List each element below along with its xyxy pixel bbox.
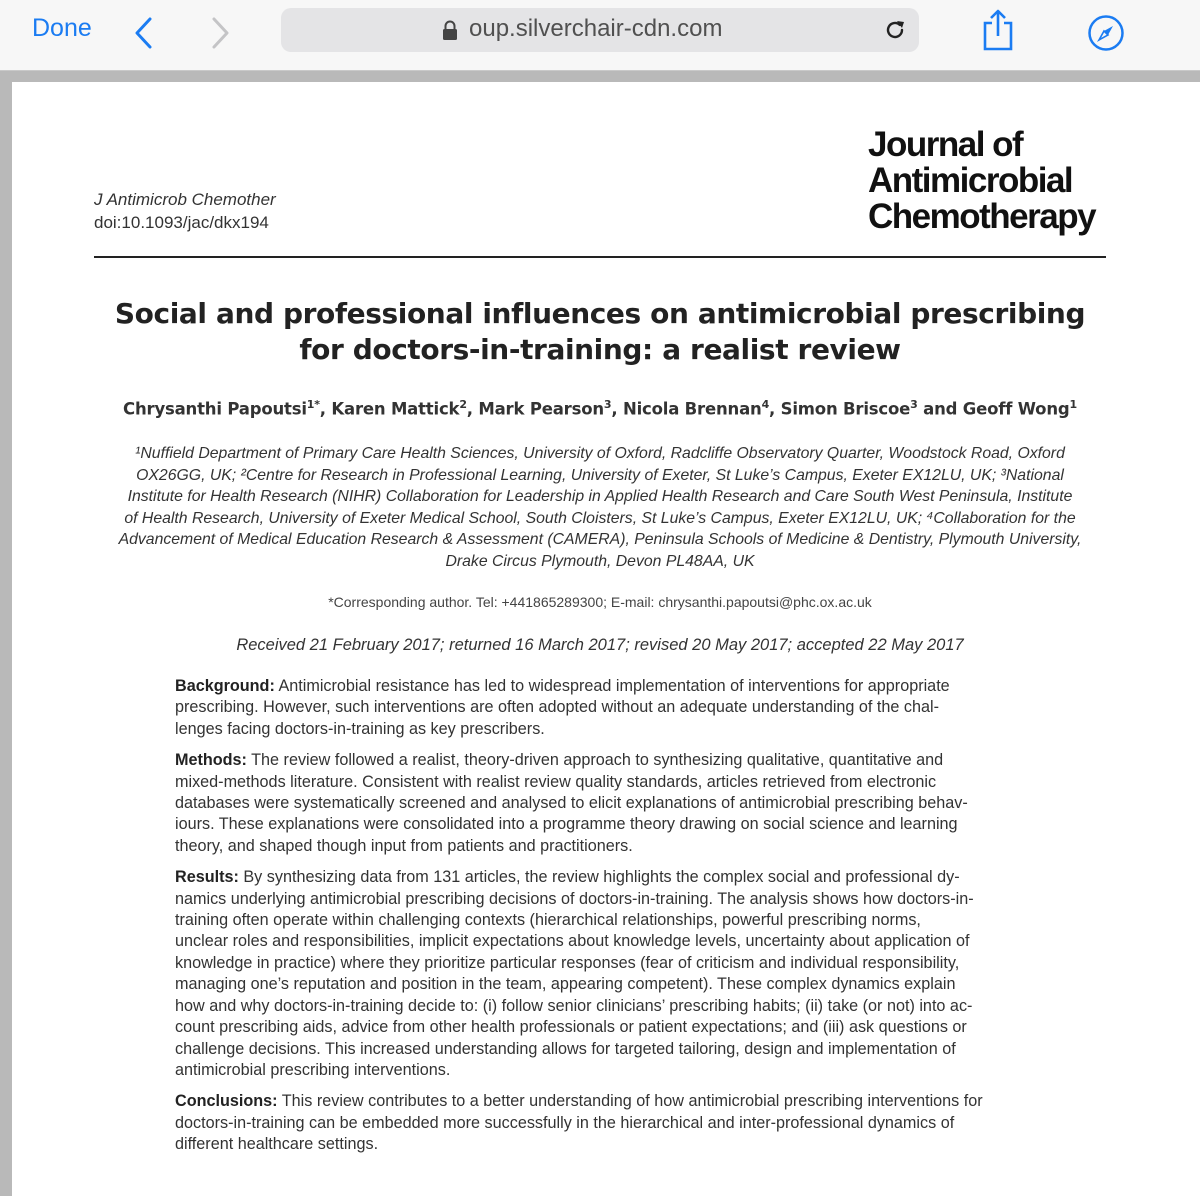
abstract-text: iours. These explanations were consolidated into a programme theory drawing on social science and learning xyxy=(175,815,958,834)
journal-citation xyxy=(94,188,276,234)
abstract-line xyxy=(175,953,1025,974)
abstract-text: namics underlying antimicrobial prescribing decisions of doctors-in-training. The analysis shows how doctors-in- xyxy=(175,889,974,908)
title-line: for doctors-in-training: a realist review xyxy=(299,333,901,366)
journal-logo-line: Antimicrobial xyxy=(868,161,1073,200)
doi: doi:10.1093/jac/dkx194 xyxy=(94,213,269,232)
chevron-left-icon xyxy=(132,16,158,50)
abstract-text: By synthesizing data from 131 articles, the review highlights the complex social and professional dy- xyxy=(243,868,960,887)
journal-logo xyxy=(868,127,1095,235)
affiliation-line: Drake Circus Plymouth, Devon PL48AA, UK xyxy=(445,552,755,570)
abstract-section-label: Results: xyxy=(175,868,239,887)
abstract-text: lenges facing doctors-in-training as key prescribers. xyxy=(175,719,545,738)
abstract-line xyxy=(175,867,1025,888)
forward-button[interactable] xyxy=(206,16,232,50)
abstract-line xyxy=(175,889,1025,910)
author-affiliation-marker: 1* xyxy=(306,398,320,411)
abstract-line xyxy=(175,1017,1025,1038)
abstract-line xyxy=(175,793,1025,814)
abstract-text: how and why doctors-in-training decide to: (i) follow senior clinicians’ prescribing habits; (ii) take (or not) into ac- xyxy=(175,996,973,1015)
abstract-text: challenge decisions. This increased understanding allows for targeted tailoring, design and implementation of xyxy=(175,1039,956,1058)
abstract-text: mixed-methods literature. Consistent with realist review quality standards, articles retrieved from electronic xyxy=(175,772,937,791)
abstract-line xyxy=(175,1060,1025,1081)
abstract-line xyxy=(175,1039,1025,1060)
abstract-text: count prescribing aids, advice from other health professionals or patient expectations; and (iii) ask questions or xyxy=(175,1018,967,1037)
author-name: Mark Pearson xyxy=(478,399,604,419)
lock-icon xyxy=(441,19,459,41)
abstract-line xyxy=(175,974,1025,995)
affiliation-line: of Health Research, University of Exeter Medical School, South Cloisters, St Luke’s Campus, Exeter EX12LU, UK; ⁴Collaboration for the xyxy=(124,509,1076,527)
abstract-text: theory, and shaped though input from patients and practitioners. xyxy=(175,836,633,855)
abstract-text: training often operate within challenging contexts (hierarchical relationships, powerful prescribing norms, xyxy=(175,911,921,930)
abstract-line xyxy=(175,1091,1025,1112)
affiliation-line: Advancement of Medical Education Research & Assessment (CAMERA), Peninsula Schools of Medicine & Dentistry, Plymouth University, xyxy=(118,531,1082,548)
abstract-line xyxy=(175,697,1025,718)
abstract-text: prescribing. However, such interventions are often adopted without an adequate understanding of the chal- xyxy=(175,698,940,717)
address-bar[interactable] xyxy=(281,8,919,52)
abstract-line xyxy=(175,931,1025,952)
author-name: Simon Briscoe xyxy=(780,399,911,419)
abstract-section-label: Conclusions: xyxy=(175,1092,278,1111)
abstract-text: knowledge in practice) where they prioritize particular responses (fear of criticism and individual responsibility, xyxy=(175,953,960,972)
browser-toolbar xyxy=(0,0,1200,71)
affiliation-line: ¹Nuffield Department of Primary Care Health Sciences, University of Oxford, Radcliffe Observatory Quarter, Woodstock Road, Oxford xyxy=(135,445,1065,462)
url-text[interactable]: oup.silverchair-cdn.com xyxy=(469,15,723,42)
abstract-line xyxy=(175,719,1025,740)
author-affiliation-marker: 4 xyxy=(761,398,770,411)
submission-dates: Received 21 February 2017; returned 16 March 2017; revised 20 May 2017; accepted 22 May 2017 xyxy=(236,636,964,654)
abstract-text: antimicrobial prescribing interventions. xyxy=(175,1060,451,1079)
abstract-text: This review contributes to a better understanding of how antimicrobial prescribing interventions for xyxy=(281,1092,983,1111)
abstract-text: doctors-in-training can be embedded more successfully in the hierarchical and inter-professional dynamics of xyxy=(175,1113,955,1132)
affiliation-line: Institute for Health Research (NIHR) Collaboration for Leadership in Applied Health Research and Care South West Peninsula, Institute xyxy=(127,488,1073,505)
abstract-section xyxy=(175,676,1025,740)
abstract-text: The review followed a realist, theory-driven approach to synthesizing qualitative, quantitative and xyxy=(251,751,944,770)
abstract-line xyxy=(175,910,1025,931)
abstract-text: different healthcare settings. xyxy=(175,1135,379,1154)
abstract-line xyxy=(175,1113,1025,1134)
abstract-section-label: Background: xyxy=(175,677,275,695)
author-affiliation-marker: 2 xyxy=(459,398,467,411)
abstract-line xyxy=(175,750,1025,771)
abstract-line xyxy=(175,1134,1025,1155)
abstract-line xyxy=(175,996,1025,1017)
journal-abbrev: J Antimicrob Chemother xyxy=(94,190,276,209)
author-affiliation-marker: 3 xyxy=(910,398,918,411)
corresponding-author: *Corresponding author. Tel: +441865289300; E-mail: chrysanthi.papoutsi@phc.ox.ac.uk xyxy=(328,594,872,610)
done-button[interactable]: Done xyxy=(32,14,92,42)
author-name: Geoff Wong xyxy=(962,399,1070,419)
safari-compass-icon[interactable] xyxy=(1087,14,1125,52)
author-affiliation-marker: 3 xyxy=(603,398,612,411)
abstract-text: databases were systematically screened and analysed to elicit explanations of antimicrobial prescribing behav- xyxy=(175,794,968,813)
back-button[interactable] xyxy=(132,16,158,50)
author-name: Chrysanthi Papoutsi xyxy=(123,399,307,419)
affiliation-line: OX26GG, UK; ²Centre for Research in Professional Learning, University of Exeter, St Luke’s Campus, Exeter EX12LU, UK; ³National xyxy=(136,466,1064,484)
article-title xyxy=(94,296,1106,368)
abstract xyxy=(175,676,1025,1166)
abstract-text: unclear roles and responsibilities, implicit expectations about knowledge levels, uncertainty about application of xyxy=(175,932,970,951)
author-name: Karen Mattick xyxy=(331,399,460,419)
abstract-text: managing one’s reputation and position in the team, appearing competent). These complex dynamics explain xyxy=(175,975,956,994)
pdf-page xyxy=(12,82,1200,1196)
abstract-section xyxy=(175,867,1025,1081)
author-name: Nicola Brennan xyxy=(622,399,762,419)
journal-logo-line: Journal of xyxy=(868,125,1023,164)
share-icon[interactable] xyxy=(980,8,1016,52)
abstract-text: Antimicrobial resistance has led to widespread implementation of interventions for appropriate xyxy=(278,677,950,695)
abstract-section xyxy=(175,1091,1025,1155)
author-list: Chrysanthi Papoutsi$^{1*}$, Karen Mattick$^2$, Mark Pearson$^3$, Nicola Brennan$^4$, Simon Briscoe$^3$ and Geoff Wong$^1$ xyxy=(123,398,1077,419)
chevron-right-icon xyxy=(206,16,232,50)
author-affiliation-marker: 1 xyxy=(1069,398,1077,411)
affiliations xyxy=(84,443,1116,572)
abstract-line xyxy=(175,814,1025,835)
abstract-line xyxy=(175,676,1025,697)
title-line: Social and professional influences on antimicrobial prescribing xyxy=(114,297,1086,330)
abstract-line xyxy=(175,772,1025,793)
abstract-section xyxy=(175,750,1025,857)
reload-icon[interactable] xyxy=(883,18,907,42)
abstract-line xyxy=(175,836,1025,857)
abstract-section-label: Methods: xyxy=(175,751,247,770)
journal-logo-line: Chemotherapy xyxy=(868,197,1096,236)
header-divider xyxy=(94,256,1106,258)
